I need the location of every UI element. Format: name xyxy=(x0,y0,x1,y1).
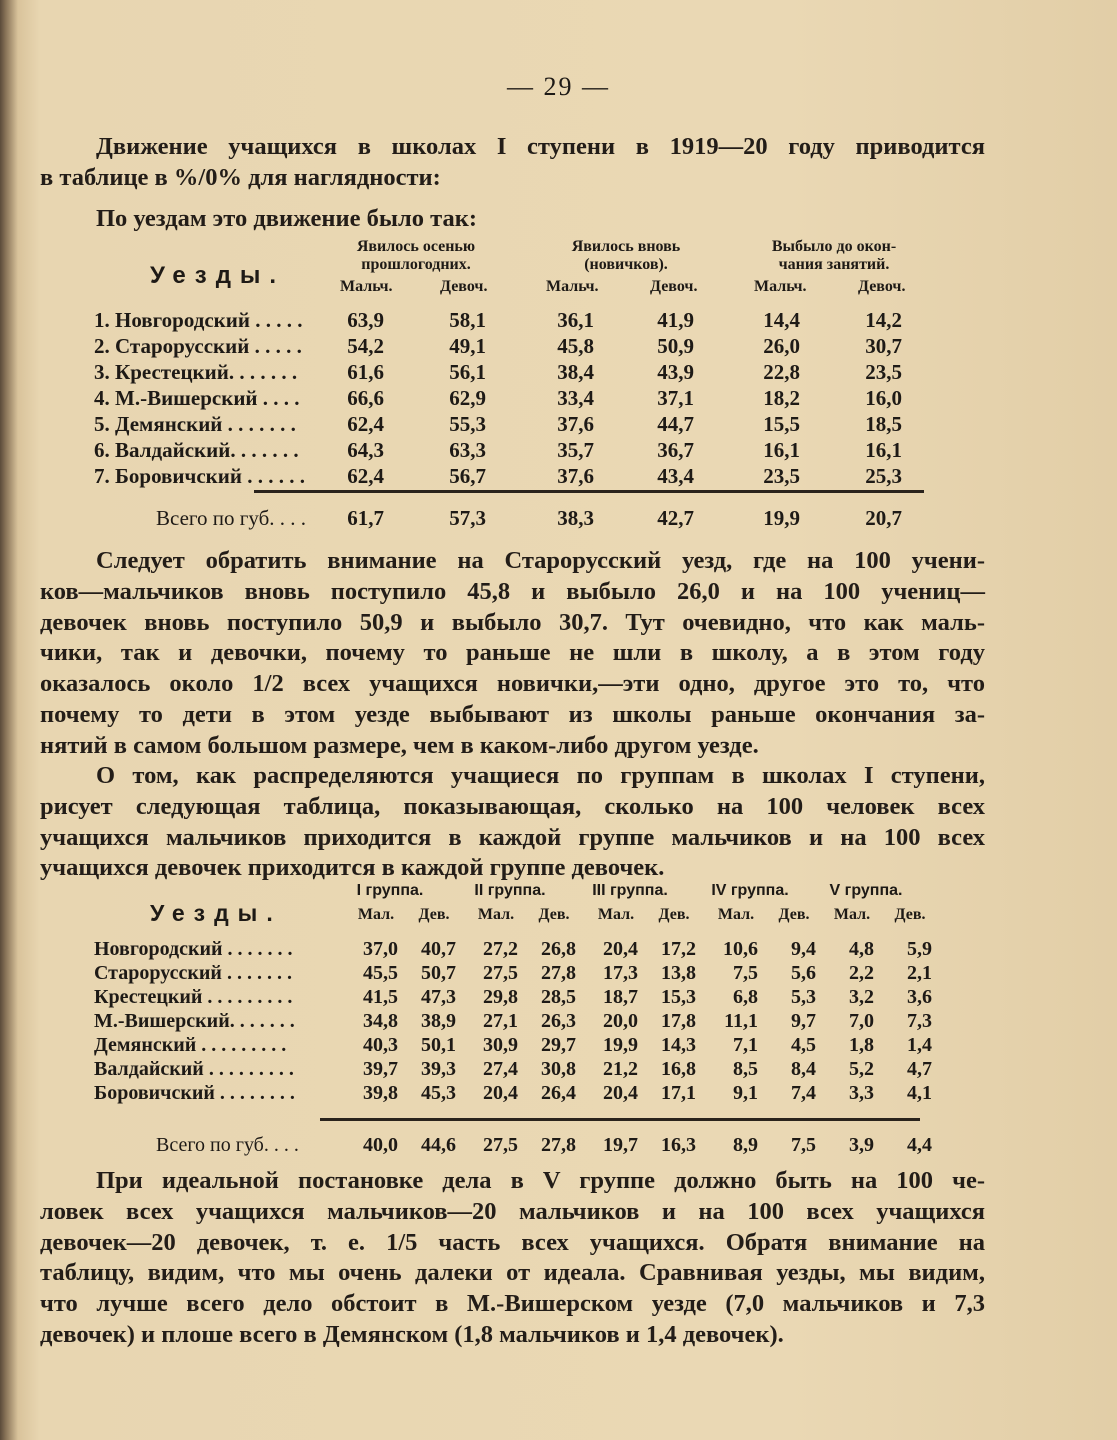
table-cell: 54,2 xyxy=(347,334,384,358)
table-cell: 57,3 xyxy=(449,506,486,530)
table-cell: 4,7 xyxy=(907,1058,932,1080)
table-cell: 45,3 xyxy=(421,1082,456,1104)
row-name: Крестецкий . . . . . . . . . xyxy=(94,986,293,1008)
table-row xyxy=(94,962,934,986)
table-cell: 8,9 xyxy=(733,1134,758,1156)
table-cell: 33,4 xyxy=(557,386,594,410)
table-cell: 39,3 xyxy=(421,1058,456,1080)
text-line: ловек всех учащихся мальчиков—20 мальчиков и на 100 всех учащихся xyxy=(40,1197,985,1225)
paragraph-groups xyxy=(40,761,985,884)
table-cell: 20,0 xyxy=(603,1010,638,1032)
table-cell: 16,8 xyxy=(661,1058,696,1080)
table-total-row xyxy=(94,1134,934,1158)
table-cell: 62,4 xyxy=(347,412,384,436)
table-cell: 3,6 xyxy=(907,986,932,1008)
table-cell: 63,3 xyxy=(449,438,486,462)
table-cell: 50,7 xyxy=(421,962,456,984)
column-group-header: V группа. xyxy=(829,882,903,899)
table-row xyxy=(94,1034,934,1058)
table-cell: 5,2 xyxy=(849,1058,874,1080)
table-cell: 23,5 xyxy=(763,464,800,488)
table-cell: 26,0 xyxy=(763,334,800,358)
table-cell: 5,9 xyxy=(907,938,932,960)
text-line: девочек) и плоше всего в Демянском (1,8 мальчиков и 1,4 девочек). xyxy=(40,1320,784,1348)
table-cell: 20,4 xyxy=(603,1082,638,1104)
table-cell: 4,4 xyxy=(907,1134,932,1156)
table-cell: 14,3 xyxy=(661,1034,696,1056)
table-cell: 61,6 xyxy=(347,360,384,384)
table-cell: 23,5 xyxy=(865,360,902,384)
column-subheader: Девоч. xyxy=(440,278,488,295)
table-cell: 2,1 xyxy=(907,962,932,984)
row-name: 5. Демянский . . . . . . . xyxy=(94,412,296,436)
column-subheader: Мал. xyxy=(597,906,635,923)
table-cell: 26,3 xyxy=(541,1010,576,1032)
table-cell: 16,1 xyxy=(865,438,902,462)
table-cell: 15,5 xyxy=(763,412,800,436)
table-cell: 62,4 xyxy=(347,464,384,488)
table-cell: 2,2 xyxy=(849,962,874,984)
table-cell: 56,7 xyxy=(449,464,486,488)
table-cell: 43,9 xyxy=(657,360,694,384)
table-cell: 37,6 xyxy=(557,412,594,436)
table-cell: 50,1 xyxy=(421,1034,456,1056)
table-cell: 27,5 xyxy=(483,1134,518,1156)
table-row xyxy=(94,1010,934,1034)
column-group-header: IV группа. xyxy=(711,882,789,899)
table-cell: 18,5 xyxy=(865,412,902,436)
paragraph-starorussky xyxy=(40,546,985,762)
text-line: учащихся девочек приходится в каждой группе девочек. xyxy=(40,854,665,882)
table-cell: 40,3 xyxy=(363,1034,398,1056)
table-cell: 16,1 xyxy=(763,438,800,462)
table-cell: 37,0 xyxy=(363,938,398,960)
table-cell: 14,4 xyxy=(763,308,800,332)
table-cell: 4,5 xyxy=(791,1034,816,1056)
row-name: Всего по губ. . . . xyxy=(156,1134,299,1156)
table-cell: 1,4 xyxy=(907,1034,932,1056)
table-cell: 44,6 xyxy=(421,1134,456,1156)
column-subheader: Девоч. xyxy=(858,278,906,295)
table-cell: 63,9 xyxy=(347,308,384,332)
column-subheader: Мальч. xyxy=(546,278,599,295)
table-cell: 19,7 xyxy=(603,1134,638,1156)
table-cell: 21,2 xyxy=(603,1058,638,1080)
table-cell: 10,6 xyxy=(723,938,758,960)
text-line: девочек вновь поступило 50,9 и выбыло 30,7. Тут очевидно, что как маль- xyxy=(40,608,985,636)
table-cell: 36,7 xyxy=(657,438,694,462)
table-rule xyxy=(254,490,924,493)
row-name: Валдайский . . . . . . . . . xyxy=(94,1058,294,1080)
row-name: Боровичский . . . . . . . . xyxy=(94,1082,295,1104)
text-line: О том, как распределяются учащиеся по группам в школах I ступени, xyxy=(96,762,985,789)
text-line: что лучше всего дело обстоит в М.-Вишерском уезде (7,0 мальчиков и 7,3 xyxy=(40,1290,985,1318)
table-cell: 22,8 xyxy=(763,360,800,384)
column-group-header: I группа. xyxy=(356,882,424,899)
row-name: 4. М.-Вишерский . . . . xyxy=(94,386,300,410)
table-cell: 14,2 xyxy=(865,308,902,332)
row-name: 1. Новгородский . . . . . xyxy=(94,308,303,332)
table-cell: 30,8 xyxy=(541,1058,576,1080)
table-cell: 38,9 xyxy=(421,1010,456,1032)
table-cell: 7,1 xyxy=(733,1034,758,1056)
text-line: рисует следующая таблица, показывающая, сколько на 100 человек всех xyxy=(40,792,985,820)
text-line: Следует обратить внимание на Старорусский уезд, где на 100 учени- xyxy=(96,547,985,574)
table-cell: 5,6 xyxy=(791,962,816,984)
column-subheader: Дев. xyxy=(658,906,690,923)
table-cell: 37,1 xyxy=(657,386,694,410)
table-cell: 40,0 xyxy=(363,1134,398,1156)
page-number: — 29 — xyxy=(507,72,610,101)
table-cell: 66,6 xyxy=(347,386,384,410)
column-subheader: Мальч. xyxy=(340,278,393,295)
table-cell: 29,8 xyxy=(483,986,518,1008)
table-cell: 36,1 xyxy=(557,308,594,332)
table-cell: 45,8 xyxy=(557,334,594,358)
table-cell: 27,8 xyxy=(541,962,576,984)
row-name: Демянский . . . . . . . . . xyxy=(94,1034,287,1056)
text-line: оказалось около 1/2 всех учащихся новички,—эти одно, другое это то, что xyxy=(40,670,985,698)
table-cell: 1,8 xyxy=(849,1034,874,1056)
column-group-header: Явилось осенью прошлогодних. xyxy=(356,238,476,273)
table-cell: 11,1 xyxy=(724,1010,758,1032)
table-cell: 56,1 xyxy=(449,360,486,384)
table-row xyxy=(94,308,934,332)
table-cell: 28,5 xyxy=(541,986,576,1008)
column-subheader: Мал. xyxy=(477,906,515,923)
table-cell: 34,8 xyxy=(363,1010,398,1032)
table-cell: 7,5 xyxy=(733,962,758,984)
table-cell: 17,2 xyxy=(661,938,696,960)
text-line: учащихся мальчиков приходится в каждой группе мальчиков и на 100 всех xyxy=(40,823,985,851)
table-cell: 38,4 xyxy=(557,360,594,384)
intro-line: По уездам это движение было так: xyxy=(96,205,477,232)
table-cell: 3,2 xyxy=(849,986,874,1008)
table-cell: 17,1 xyxy=(661,1082,696,1104)
table-cell: 8,5 xyxy=(733,1058,758,1080)
table-cell: 55,3 xyxy=(449,412,486,436)
table-cell: 39,8 xyxy=(363,1082,398,1104)
table-header-uezd: Уезды. xyxy=(150,900,282,926)
row-name: 6. Валдайский. . . . . . . xyxy=(94,438,299,462)
table-cell: 30,9 xyxy=(483,1034,518,1056)
table-cell: 43,4 xyxy=(657,464,694,488)
text-line: ков—мальчиков вновь поступило 45,8 и выбыло 26,0 и на 100 учениц— xyxy=(40,577,985,605)
row-name: Всего по губ. . . . xyxy=(156,506,307,530)
table-row xyxy=(94,986,934,1010)
column-subheader: Дев. xyxy=(418,906,450,923)
table-cell: 27,4 xyxy=(483,1058,518,1080)
table-cell: 29,7 xyxy=(541,1034,576,1056)
table-cell: 18,7 xyxy=(603,986,638,1008)
row-name: Новгородский . . . . . . . xyxy=(94,938,293,960)
table-cell: 5,3 xyxy=(791,986,816,1008)
table-row xyxy=(94,334,934,358)
text-line: девочек—20 девочек, т. е. 1/5 часть всех учащихся. Обратя внимание на xyxy=(40,1228,985,1256)
table-row xyxy=(94,464,934,488)
table-cell: 41,9 xyxy=(657,308,694,332)
table-cell: 9,1 xyxy=(733,1082,758,1104)
column-group-header: Выбыло до окон- чания занятий. xyxy=(771,238,897,273)
table-cell: 4,8 xyxy=(849,938,874,960)
table-cell: 27,8 xyxy=(541,1134,576,1156)
column-subheader: Мал. xyxy=(357,906,395,923)
table-cell: 9,7 xyxy=(791,1010,816,1032)
table-cell: 16,0 xyxy=(865,386,902,410)
intro-line: Движение учащихся в школах I ступени в 1919—20 году приводится xyxy=(96,133,985,160)
table-cell: 6,8 xyxy=(733,986,758,1008)
table-cell: 7,4 xyxy=(791,1082,816,1104)
table-cell: 42,7 xyxy=(657,506,694,530)
table-row xyxy=(94,938,934,962)
intro-lead xyxy=(40,204,985,235)
table-row xyxy=(94,360,934,384)
text-line: таблицу, видим, что мы очень далеки от идеала. Сравнивая уезды, мы видим, xyxy=(40,1259,985,1287)
table-cell: 44,7 xyxy=(657,412,694,436)
table-cell: 27,2 xyxy=(483,938,518,960)
row-name: М.-Вишерский. . . . . . . xyxy=(94,1010,295,1032)
table-cell: 3,3 xyxy=(849,1082,874,1104)
column-group-header: III группа. xyxy=(592,882,668,899)
table-row xyxy=(94,1058,934,1082)
table-cell: 3,9 xyxy=(849,1134,874,1156)
table-cell: 27,5 xyxy=(483,962,518,984)
column-subheader: Мал. xyxy=(833,906,871,923)
row-name: 7. Боровичский . . . . . . xyxy=(94,464,305,488)
table-header-uezd: Уезды. xyxy=(150,262,286,289)
text-line: чики, так и девочки, почему то раньше не шли в школу, а в этом году xyxy=(40,639,985,667)
table-cell: 49,1 xyxy=(449,334,486,358)
table-cell: 26,8 xyxy=(541,938,576,960)
text-line: При идеальной постановке дела в V группе должно быть на 100 че- xyxy=(96,1167,985,1194)
table-cell: 9,4 xyxy=(791,938,816,960)
table-cell: 18,2 xyxy=(763,386,800,410)
text-line: почему то дети в этом уезде выбывают из школы раньше окончания за- xyxy=(40,700,985,728)
table-cell: 47,3 xyxy=(421,986,456,1008)
table-cell: 7,3 xyxy=(907,1010,932,1032)
column-subheader: Дев. xyxy=(778,906,810,923)
table-cell: 4,1 xyxy=(907,1082,932,1104)
table-cell: 64,3 xyxy=(347,438,384,462)
table-cell: 30,7 xyxy=(865,334,902,358)
table-cell: 27,1 xyxy=(483,1010,518,1032)
table-row xyxy=(94,1082,934,1106)
table-cell: 61,7 xyxy=(347,506,384,530)
table-cell: 38,3 xyxy=(557,506,594,530)
table-cell: 45,5 xyxy=(363,962,398,984)
table-cell: 19,9 xyxy=(763,506,800,530)
intro-line: в таблице в %/0% для наглядности: xyxy=(40,163,441,191)
table-cell: 39,7 xyxy=(363,1058,398,1080)
table-cell: 19,9 xyxy=(603,1034,638,1056)
table-cell: 17,3 xyxy=(603,962,638,984)
table-cell: 7,5 xyxy=(791,1134,816,1156)
table-cell: 62,9 xyxy=(449,386,486,410)
paragraph-ideal xyxy=(40,1166,985,1351)
column-subheader: Мальч. xyxy=(754,278,807,295)
column-group-header: II группа. xyxy=(474,882,546,899)
table-cell: 35,7 xyxy=(557,438,594,462)
table-cell: 16,3 xyxy=(661,1134,696,1156)
table-row xyxy=(94,412,934,436)
table-cell: 20,4 xyxy=(483,1082,518,1104)
table-row xyxy=(94,438,934,462)
table-row xyxy=(94,386,934,410)
row-name: 2. Старорусский . . . . . xyxy=(94,334,302,358)
row-name: Старорусский . . . . . . . xyxy=(94,962,292,984)
column-subheader: Мал. xyxy=(717,906,755,923)
table-rule xyxy=(320,1118,920,1121)
table-cell: 8,4 xyxy=(791,1058,816,1080)
table-cell: 37,6 xyxy=(557,464,594,488)
table-cell: 58,1 xyxy=(449,308,486,332)
column-subheader: Дев. xyxy=(538,906,570,923)
text-line: нятий в самом большом размере, чем в каком-либо другом уезде. xyxy=(40,731,759,759)
table-cell: 15,3 xyxy=(661,986,696,1008)
column-subheader: Дев. xyxy=(894,906,926,923)
table-cell: 20,7 xyxy=(865,506,902,530)
column-subheader: Девоч. xyxy=(650,278,698,295)
table-total-row xyxy=(94,506,934,530)
table-cell: 13,8 xyxy=(661,962,696,984)
table-cell: 26,4 xyxy=(541,1082,576,1104)
table-cell: 7,0 xyxy=(849,1010,874,1032)
intro-paragraph xyxy=(40,132,985,194)
column-group-header: Явилось вновь (новичков). xyxy=(571,238,681,273)
table-cell: 50,9 xyxy=(657,334,694,358)
table-cell: 40,7 xyxy=(421,938,456,960)
table-cell: 25,3 xyxy=(865,464,902,488)
table-cell: 41,5 xyxy=(363,986,398,1008)
table-cell: 17,8 xyxy=(661,1010,696,1032)
table-cell: 20,4 xyxy=(603,938,638,960)
row-name: 3. Крестецкий. . . . . . . xyxy=(94,360,298,384)
